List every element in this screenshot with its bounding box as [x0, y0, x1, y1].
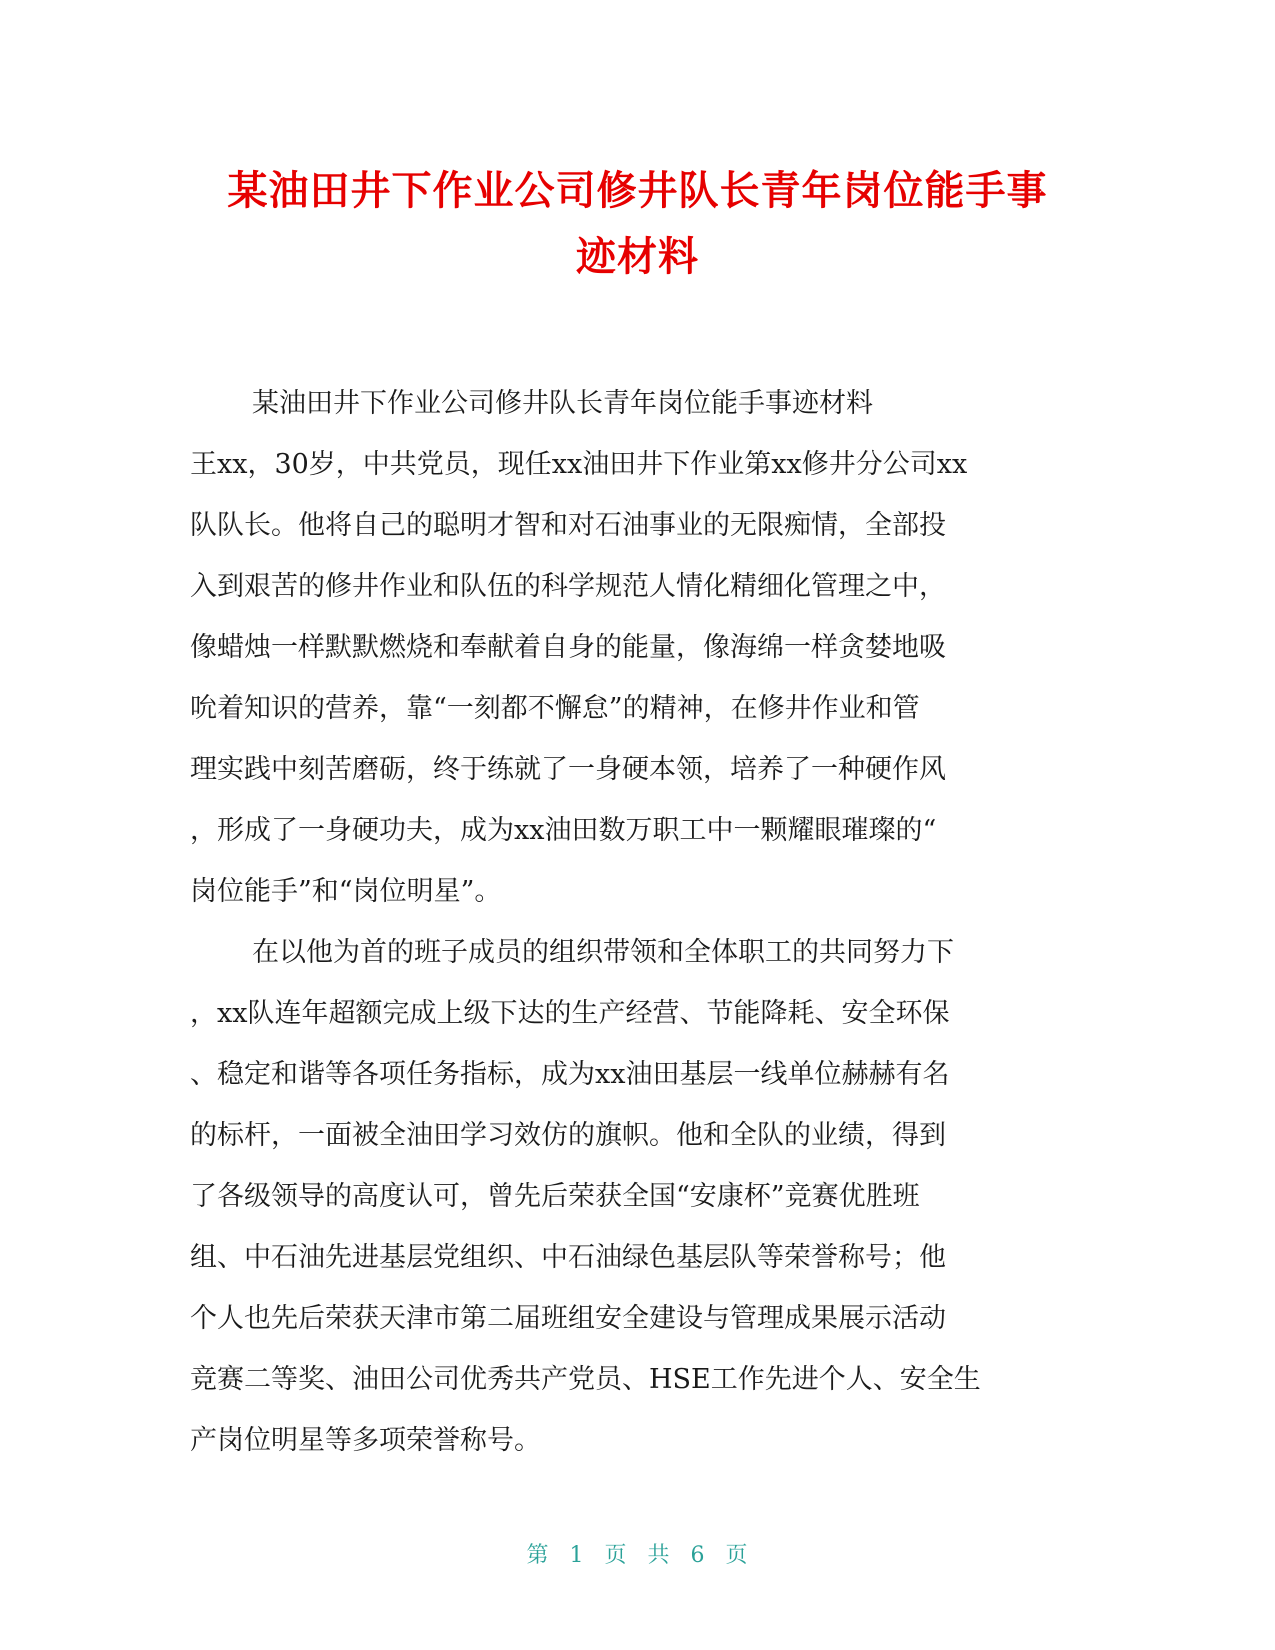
paragraph-line: 了各级领导的高度认可，曾先后荣获全国“安康杯”竞赛优胜班 — [190, 1181, 920, 1212]
footer-total-label: 共 — [647, 1543, 671, 1568]
document-body — [190, 373, 1080, 1471]
paragraph-line: 吮着知识的营养，靠“一刻都不懈怠”的精神，在修井作业和管 — [190, 693, 920, 724]
paragraph-line: 、稳定和谐等各项任务指标，成为xx油田基层一线单位赫赫有名 — [190, 1059, 950, 1090]
footer-current-page: 1 — [569, 1543, 585, 1568]
paragraph-line: 队队长。他将自己的聪明才智和对石油事业的无限痴情，全部投 — [190, 510, 946, 541]
paragraph-line: 个人也先后荣获天津市第二届班组安全建设与管理成果展示活动 — [190, 1303, 946, 1334]
document-title — [190, 158, 1085, 290]
paragraph-line: 理实践中刻苦磨砺，终于练就了一身硬本领，培养了一种硬作风 — [190, 754, 946, 785]
title-line-2: 迹材料 — [576, 234, 699, 280]
paragraph-line: 王xx，30岁，中共党员，现任xx油田井下作业第xx修井分公司xx — [190, 449, 968, 480]
page-number-footer — [0, 1538, 1275, 1569]
paragraph-line: 像蜡烛一样默默燃烧和奉献着自身的能量，像海绵一样贪婪地吸 — [190, 632, 946, 663]
paragraph-2 — [190, 922, 1080, 1471]
paragraph-line: 组、中石油先进基层党组织、中石油绿色基层队等荣誉称号；他 — [190, 1242, 946, 1273]
paragraph-line: 在以他为首的班子成员的组织带领和全体职工的共同努力下 — [252, 937, 954, 968]
paragraph-line: 产岗位明星等多项荣誉称号。 — [190, 1425, 541, 1456]
paragraph-1 — [190, 373, 1080, 922]
title-line-1: 某油田井下作业公司修井队长青年岗位能手事 — [227, 168, 1048, 214]
paragraph-line: 的标杆，一面被全油田学习效仿的旗帜。他和全队的业绩，得到 — [190, 1120, 946, 1151]
paragraph-line: 某油田井下作业公司修井队长青年岗位能手事迹材料 — [252, 388, 873, 419]
paragraph-line: 岗位能手”和“岗位明星”。 — [190, 876, 502, 907]
paragraph-line: 入到艰苦的修井作业和队伍的科学规范人情化精细化管理之中， — [190, 571, 946, 602]
paragraph-line: ，xx队连年超额完成上级下达的生产经营、节能降耗、安全环保 — [190, 998, 950, 1029]
footer-page-label: 页 — [604, 1543, 628, 1568]
paragraph-line: 竞赛二等奖、油田公司优秀共产党员、HSE工作先进个人、安全生 — [190, 1364, 981, 1395]
footer-total-pages: 6 — [690, 1543, 706, 1568]
footer-prefix: 第 — [526, 1543, 550, 1568]
footer-suffix: 页 — [725, 1543, 749, 1568]
paragraph-line: ，形成了一身硬功夫，成为xx油田数万职工中一颗耀眼璀璨的“ — [190, 815, 937, 846]
